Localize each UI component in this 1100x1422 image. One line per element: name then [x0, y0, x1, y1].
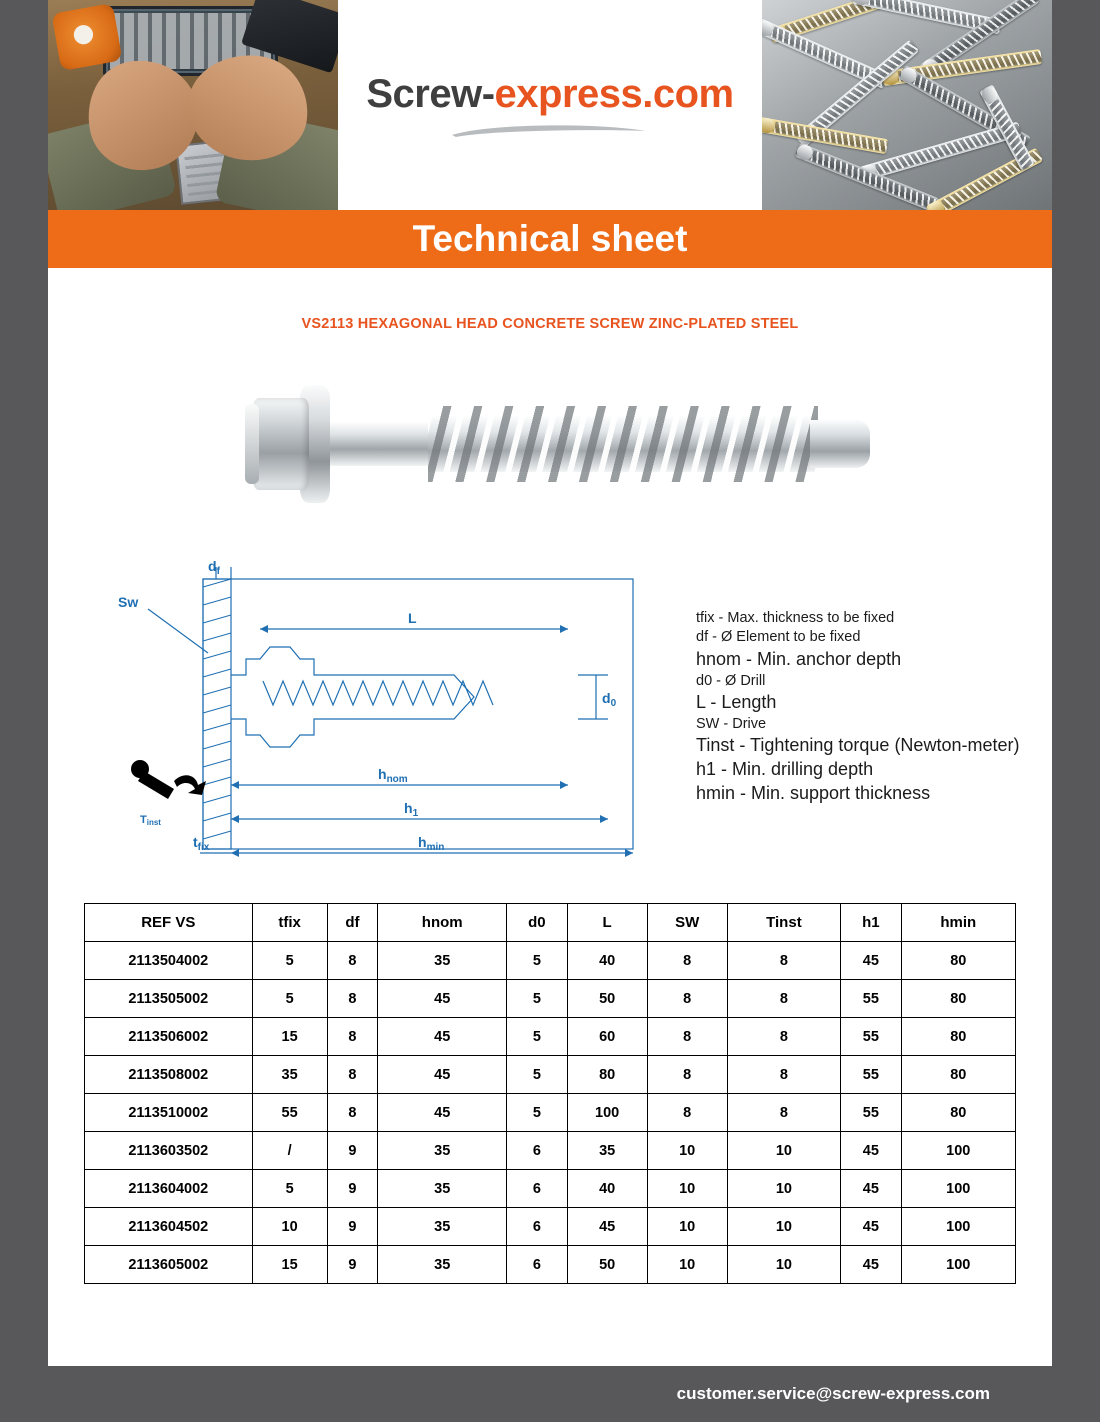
table-cell: 80 [567, 1056, 647, 1094]
logo-text [366, 72, 733, 117]
product-title: VS2113 HEXAGONAL HEAD CONCRETE SCREW ZINC-PLATED STEEL [301, 316, 799, 332]
table-row [85, 1132, 1016, 1170]
table-cell: 10 [647, 1132, 727, 1170]
svg-text:L: L [408, 610, 417, 626]
table-cell: 45 [841, 1132, 901, 1170]
table-cell: 10 [647, 1246, 727, 1284]
logo-text-secondary: express.com [494, 71, 734, 116]
table-cell: 9 [327, 1132, 378, 1170]
table-cell: 55 [252, 1094, 327, 1132]
table-header-cell: hnom [378, 904, 507, 942]
sheet-title-bar [48, 210, 1052, 268]
table-cell-ref: 2113506002 [85, 1018, 253, 1056]
table-cell: 8 [327, 1056, 378, 1094]
diagram-and-legend [48, 557, 1052, 877]
table-cell: 8 [727, 1094, 841, 1132]
table-cell: 45 [841, 1170, 901, 1208]
table-row [85, 980, 1016, 1018]
page-content [48, 0, 1052, 1422]
legend-item-tinst: Tinst - Tightening torque (Newton-meter) [696, 735, 1020, 755]
table-cell: 9 [327, 1170, 378, 1208]
table-header-cell: REF VS [85, 904, 253, 942]
table-cell: 55 [841, 980, 901, 1018]
table-cell: 50 [567, 980, 647, 1018]
table-cell: 5 [252, 942, 327, 980]
table-row [85, 1208, 1016, 1246]
product-photo [48, 350, 1052, 535]
table-cell: 5 [507, 980, 567, 1018]
table-cell: 5 [507, 1056, 567, 1094]
table-cell: 45 [567, 1208, 647, 1246]
table-cell: 8 [327, 942, 378, 980]
table-cell: 100 [901, 1208, 1015, 1246]
table-cell: 100 [901, 1132, 1015, 1170]
table-row [85, 942, 1016, 980]
legend-item-d0: d0 - Ø Drill [696, 672, 766, 689]
table-cell: 40 [567, 942, 647, 980]
table-cell-ref: 2113508002 [85, 1056, 253, 1094]
table-cell: 100 [901, 1246, 1015, 1284]
table-cell-ref: 2113603502 [85, 1132, 253, 1170]
svg-text:df: $d_f$ [208, 558, 220, 577]
header-banner [48, 0, 1052, 210]
table-cell: 10 [647, 1208, 727, 1246]
table-cell: 80 [901, 1056, 1015, 1094]
table-cell: 8 [727, 1056, 841, 1094]
table-row [85, 1094, 1016, 1132]
table-cell: 55 [841, 1056, 901, 1094]
table-cell: 80 [901, 1018, 1015, 1056]
footer-email[interactable]: customer.service@screw-express.com [676, 1384, 990, 1403]
table-header-cell: L [567, 904, 647, 942]
table-cell: 6 [507, 1132, 567, 1170]
table-cell: 8 [647, 980, 727, 1018]
table-cell-ref: 2113605002 [85, 1246, 253, 1284]
svg-text:hmin: $h_{min}$ [418, 834, 445, 853]
table-cell: 8 [727, 942, 841, 980]
svg-text:d0: $d_0$ [602, 690, 617, 709]
table-cell: 35 [252, 1056, 327, 1094]
table-row [85, 1018, 1016, 1056]
table-cell: 5 [507, 1094, 567, 1132]
table-cell: 35 [378, 1246, 507, 1284]
legend-item-hmin: hmin - Min. support thickness [696, 782, 931, 803]
table-cell-ref: 2113604502 [85, 1208, 253, 1246]
table-cell-ref: 2113604002 [85, 1170, 253, 1208]
table-header-cell: d0 [507, 904, 567, 942]
table-cell: 35 [378, 1132, 507, 1170]
table-cell: 100 [901, 1170, 1015, 1208]
table-cell: 80 [901, 980, 1015, 1018]
table-cell: 8 [647, 942, 727, 980]
table-header-cell: SW [647, 904, 727, 942]
specifications-table [84, 903, 1016, 1284]
table-header-cell: h1 [841, 904, 901, 942]
specifications-table-wrapper [48, 903, 1052, 1284]
legend-list [688, 557, 1052, 877]
legend-item-df: df - Ø Element to be fixed [696, 629, 861, 646]
table-cell: 8 [327, 1018, 378, 1056]
table-cell: 8 [647, 1094, 727, 1132]
left-margin-bar [0, 0, 48, 1422]
table-cell: / [252, 1132, 327, 1170]
table-cell: 5 [507, 1018, 567, 1056]
table-header-cell: df [327, 904, 378, 942]
table-cell: 35 [378, 1170, 507, 1208]
table-cell: 8 [647, 1018, 727, 1056]
workbench-photo [48, 0, 338, 210]
legend-item-sw: SW - Drive [696, 715, 767, 732]
table-cell: 8 [727, 980, 841, 1018]
logo-text-primary: Screw- [366, 71, 495, 116]
legend-item-h1: h1 - Min. drilling depth [696, 758, 874, 779]
table-cell: 9 [327, 1208, 378, 1246]
table-cell: 6 [507, 1246, 567, 1284]
table-cell: 10 [647, 1170, 727, 1208]
svg-text:h1: $h_1$ [404, 800, 419, 819]
table-cell: 10 [727, 1132, 841, 1170]
table-header-cell: Tinst [727, 904, 841, 942]
legend-item-l: L - Length [696, 691, 777, 712]
legend-item-hnom: hnom - Min. anchor depth [696, 648, 902, 669]
technical-drawing [48, 557, 688, 877]
table-cell: 45 [841, 942, 901, 980]
table-header-row [85, 904, 1016, 942]
table-cell: 10 [252, 1208, 327, 1246]
right-margin-bar [1052, 0, 1100, 1422]
screws-pile-photo [762, 0, 1052, 210]
page-footer [0, 1366, 1100, 1422]
table-cell: 55 [841, 1094, 901, 1132]
table-cell: 45 [378, 1094, 507, 1132]
table-cell: 10 [727, 1208, 841, 1246]
table-row [85, 1246, 1016, 1284]
table-cell: 5 [507, 942, 567, 980]
svg-text:tfix: $t_{fix}$ [193, 834, 210, 853]
svg-text:Tinst: Tinst [140, 814, 161, 827]
table-cell: 35 [378, 942, 507, 980]
torque-icon [131, 760, 206, 799]
table-cell: 40 [567, 1170, 647, 1208]
table-cell: 8 [647, 1056, 727, 1094]
table-header-cell: tfix [252, 904, 327, 942]
table-cell: 15 [252, 1018, 327, 1056]
table-cell: 8 [327, 1094, 378, 1132]
table-cell: 10 [727, 1170, 841, 1208]
table-cell: 35 [378, 1208, 507, 1246]
table-cell: 10 [727, 1246, 841, 1284]
table-cell: 5 [252, 980, 327, 1018]
table-cell: 15 [252, 1246, 327, 1284]
svg-text:hnom: $h_{nom}$ [378, 766, 408, 785]
table-cell: 45 [378, 980, 507, 1018]
legend-item-tfix: tfix - Max. thickness to be fixed [696, 610, 895, 626]
table-cell: 8 [327, 980, 378, 1018]
table-cell: 45 [841, 1246, 901, 1284]
svg-text:Sw: Sw [118, 594, 139, 610]
table-cell: 50 [567, 1246, 647, 1284]
table-cell-ref: 2113505002 [85, 980, 253, 1018]
table-cell: 9 [327, 1246, 378, 1284]
table-row [85, 1056, 1016, 1094]
table-cell-ref: 2113504002 [85, 942, 253, 980]
table-cell: 55 [841, 1018, 901, 1056]
table-cell: 6 [507, 1208, 567, 1246]
table-cell-ref: 2113510002 [85, 1094, 253, 1132]
page-title: Technical sheet [412, 218, 688, 259]
table-cell: 80 [901, 1094, 1015, 1132]
logo-swoosh-icon [450, 121, 650, 139]
table-row [85, 1170, 1016, 1208]
table-cell: 6 [507, 1170, 567, 1208]
table-header-cell: hmin [901, 904, 1015, 942]
table-cell: 45 [841, 1208, 901, 1246]
table-cell: 100 [567, 1094, 647, 1132]
table-cell: 5 [252, 1170, 327, 1208]
table-cell: 8 [727, 1018, 841, 1056]
table-cell: 80 [901, 942, 1015, 980]
table-cell: 60 [567, 1018, 647, 1056]
table-cell: 45 [378, 1018, 507, 1056]
table-cell: 35 [567, 1132, 647, 1170]
site-logo[interactable] [338, 0, 762, 210]
table-cell: 45 [378, 1056, 507, 1094]
